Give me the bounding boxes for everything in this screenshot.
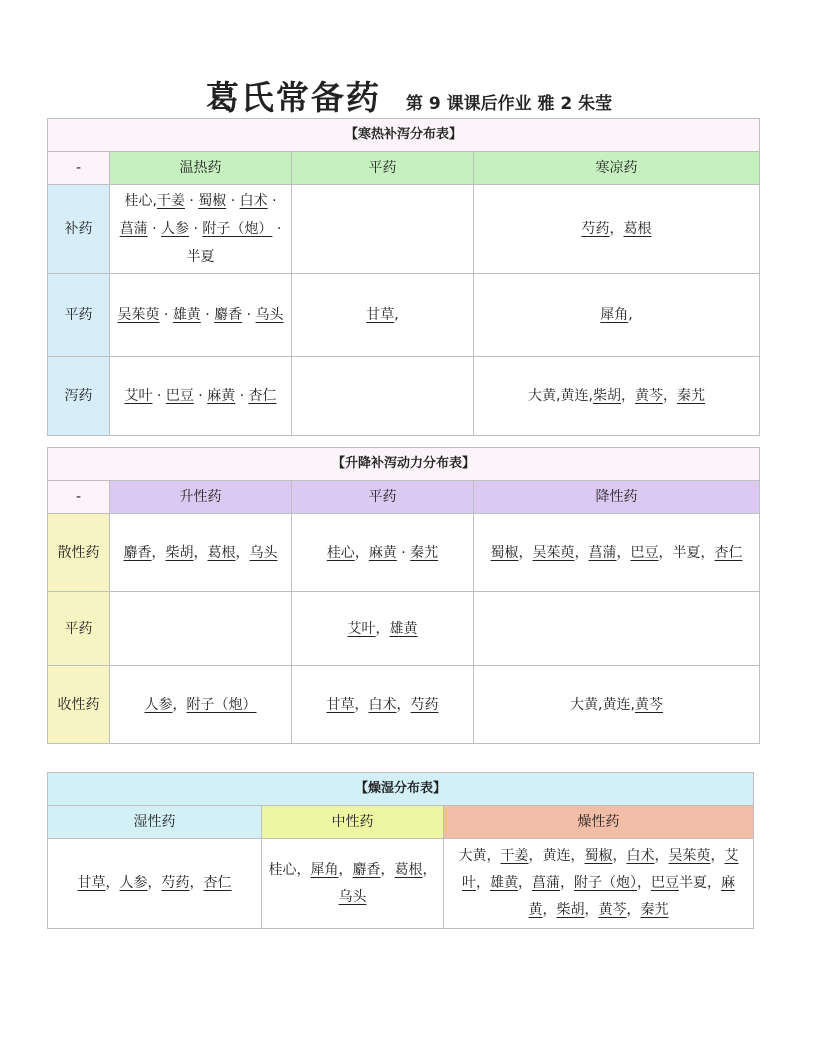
- separator-text: ，: [626, 902, 641, 918]
- separator-text: ，: [542, 902, 557, 918]
- herb-name: 葛根: [394, 861, 423, 878]
- herb-name: 吴茱萸: [668, 848, 711, 864]
- herb-name: 巴豆: [651, 875, 679, 891]
- herb-name: 菖蒲: [119, 221, 148, 237]
- separator-text: ，: [616, 544, 631, 561]
- separator-text: ，: [584, 902, 599, 918]
- separator-text: ·: [189, 221, 203, 237]
- separator-text: ，: [193, 544, 208, 561]
- table-caption: 【寒热补泻分布表】: [48, 119, 760, 152]
- table-cell: [110, 274, 292, 357]
- herb-name: 蜀椒: [490, 544, 519, 561]
- separator-text: ·: [396, 544, 411, 561]
- herb-name: 麝香: [123, 544, 152, 561]
- table-cell: [474, 274, 760, 357]
- column-header-damp: 湿性药: [48, 806, 262, 839]
- herb-name: 艾叶: [462, 848, 739, 891]
- row-header-neutral: 平药: [48, 274, 110, 357]
- separator-text: ·: [235, 388, 249, 404]
- separator-text: ·: [159, 307, 173, 323]
- separator-text: · 半夏: [186, 221, 282, 265]
- herb-name: 芍药: [161, 875, 190, 891]
- herb-name: 附子（炮）: [186, 696, 257, 713]
- herb-name: 黄芩: [598, 902, 627, 918]
- table-cell: [110, 592, 292, 666]
- table-cell: [292, 592, 474, 666]
- table-cell: [444, 839, 754, 929]
- separator-text: ，: [609, 221, 624, 237]
- herb-name: 秦艽: [410, 544, 439, 561]
- herb-name: 甘草: [366, 307, 395, 323]
- herb-name: 芍药: [410, 696, 439, 713]
- table-cell: [292, 666, 474, 744]
- herb-name: 葛根: [623, 221, 652, 237]
- herb-name: 秦艽: [676, 388, 705, 404]
- herb-name: 乌头: [338, 888, 367, 905]
- separator-text: 桂心，: [268, 861, 311, 878]
- herb-name: 黄芩: [634, 388, 663, 404]
- separator-text: ,: [628, 307, 633, 323]
- herb-name: 菖蒲: [532, 875, 560, 891]
- separator-text: ，: [105, 875, 120, 891]
- separator-text: ，: [235, 544, 250, 561]
- herb-name: 附子（炮）: [574, 875, 637, 891]
- herb-name: 菖蒲: [588, 544, 617, 561]
- column-header-neutral: 平药: [292, 152, 474, 185]
- document-header: [0, 72, 818, 119]
- herb-name: 雄黄: [389, 620, 418, 637]
- herb-name: 杏仁: [714, 544, 743, 561]
- herb-name: 雄黄: [490, 875, 518, 891]
- herb-name: 麻黄: [528, 875, 735, 918]
- separator-text: ·: [267, 193, 277, 209]
- herb-name: 干姜: [156, 193, 185, 209]
- table-cell: [110, 185, 292, 274]
- herb-name: 桂心: [326, 544, 355, 561]
- separator-text: ，: [662, 388, 677, 404]
- separator-text: 半夏，: [679, 875, 721, 891]
- separator-text: ，: [338, 861, 353, 878]
- document-subtitle: 第 9 课课后作业 雅 2 朱莹: [405, 94, 613, 114]
- herb-name: 柴胡: [165, 544, 194, 561]
- herb-name: 犀角: [310, 861, 339, 878]
- separator-text: ·: [200, 307, 215, 323]
- herb-name: 干姜: [500, 848, 529, 864]
- corner-cell: -: [48, 152, 110, 185]
- corner-cell: -: [48, 481, 110, 514]
- column-header-neutral: 平药: [292, 481, 474, 514]
- table-cell: [474, 185, 760, 274]
- herb-name: 麻黄: [368, 544, 397, 561]
- herb-name: 艾叶: [347, 620, 376, 637]
- separator-text: ·: [226, 193, 240, 209]
- separator-text: ，: [710, 848, 725, 864]
- column-header-cold: 寒凉药: [474, 152, 760, 185]
- table-cell: [474, 357, 760, 436]
- cold-heat-tonify-purge-table: [47, 118, 760, 436]
- separator-text: ·: [147, 221, 162, 237]
- separator-text: ，: [422, 861, 437, 878]
- separator-text: 大黄，: [458, 848, 501, 864]
- herb-name: 巴豆: [165, 388, 194, 404]
- separator-text: ，: [612, 848, 627, 864]
- separator-text: ，: [574, 544, 589, 561]
- separator-text: ，: [654, 848, 669, 864]
- column-header-dry: 燥性药: [444, 806, 754, 839]
- herb-name: 杏仁: [203, 875, 232, 891]
- separator-text: ，: [560, 875, 574, 891]
- table-cell: [474, 666, 760, 744]
- table-cell: [474, 514, 760, 592]
- herb-name: 麻黄: [207, 388, 236, 404]
- herb-name: 麝香: [214, 307, 243, 323]
- herb-name: 人参: [161, 221, 190, 237]
- table-cell: [110, 357, 292, 436]
- separator-text: 大黄,黄连,: [528, 388, 593, 404]
- herb-name: 吴茱萸: [117, 307, 160, 323]
- table-cell: [262, 839, 444, 929]
- table-caption: 【燥湿分布表】: [48, 773, 754, 806]
- separator-text: 大黄,黄连,: [570, 696, 635, 713]
- column-header-neutral: 中性药: [262, 806, 444, 839]
- table-cell: [292, 514, 474, 592]
- separator-text: ,: [394, 307, 399, 323]
- table-cell: [292, 274, 474, 357]
- herb-name: 吴茱萸: [532, 544, 575, 561]
- table-cell: [110, 666, 292, 744]
- separator-text: ·: [152, 388, 166, 404]
- ascend-descend-dynamics-table: [47, 447, 760, 744]
- herb-name: 艾叶: [124, 388, 153, 404]
- herb-name: 甘草: [326, 696, 355, 713]
- herb-name: 雄黄: [172, 307, 201, 323]
- herb-name: 蜀椒: [198, 193, 227, 209]
- herb-name: 柴胡: [592, 388, 621, 404]
- herb-name: 人参: [119, 875, 148, 891]
- row-header-tonify: 补药: [48, 185, 110, 274]
- separator-text: ，: [151, 544, 166, 561]
- herb-name: 白术: [626, 848, 655, 864]
- table-cell: [292, 357, 474, 436]
- herb-name: 芍药: [581, 221, 610, 237]
- document-title: 葛氏常备药: [205, 78, 381, 117]
- row-header-purge: 泻药: [48, 357, 110, 436]
- separator-text: ,: [152, 193, 157, 209]
- row-header-astringent: 收性药: [48, 666, 110, 744]
- herb-name: 黄芩: [634, 696, 663, 713]
- separator-text: ，: [476, 875, 490, 891]
- herb-name: 乌头: [249, 544, 278, 561]
- row-header-neutral: 平药: [48, 592, 110, 666]
- herb-name: 巴豆: [630, 544, 659, 561]
- herb-name: 杏仁: [248, 388, 277, 404]
- separator-text: ，: [375, 620, 390, 637]
- separator-text: ，: [518, 544, 533, 561]
- separator-text: ，: [189, 875, 204, 891]
- herb-name: 白术: [239, 193, 268, 209]
- herb-name: 麝香: [352, 861, 381, 878]
- row-header-dispersing: 散性药: [48, 514, 110, 592]
- separator-text: ·: [242, 307, 256, 323]
- herb-name: 人参: [144, 696, 173, 713]
- column-header-descending: 降性药: [474, 481, 760, 514]
- separator-text: ，: [518, 875, 532, 891]
- separator-text: ·: [193, 388, 208, 404]
- separator-text: ，: [172, 696, 187, 713]
- herb-name: 白术: [368, 696, 397, 713]
- herb-name: 柴胡: [556, 902, 585, 918]
- dry-damp-table: [47, 772, 754, 929]
- separator-text: ，黄连，: [528, 848, 585, 864]
- separator-text: ，: [380, 861, 395, 878]
- separator-text: ，: [637, 875, 651, 891]
- table-cell: [48, 839, 262, 929]
- separator-text: ·: [184, 193, 199, 209]
- separator-text: ，: [396, 696, 411, 713]
- herb-name: 秦艽: [640, 902, 669, 918]
- table-cell: [474, 592, 760, 666]
- table-caption: 【升降补泻动力分布表】: [48, 448, 760, 481]
- herb-name: 附子（炮）: [202, 221, 273, 237]
- column-header-warm: 温热药: [110, 152, 292, 185]
- separator-text: ，: [354, 696, 369, 713]
- table-cell: [110, 514, 292, 592]
- separator-text: 桂心: [124, 193, 153, 209]
- separator-text: ，: [354, 544, 369, 561]
- table-cell: [292, 185, 474, 274]
- separator-text: ，: [620, 388, 635, 404]
- herb-name: 蜀椒: [584, 848, 613, 864]
- herb-name: 葛根: [207, 544, 236, 561]
- herb-name: 乌头: [255, 307, 284, 323]
- herb-name: 犀角: [600, 307, 629, 323]
- herb-name: 甘草: [77, 875, 106, 891]
- separator-text: ，: [147, 875, 162, 891]
- column-header-ascending: 升性药: [110, 481, 292, 514]
- separator-text: ，半夏，: [658, 544, 715, 561]
